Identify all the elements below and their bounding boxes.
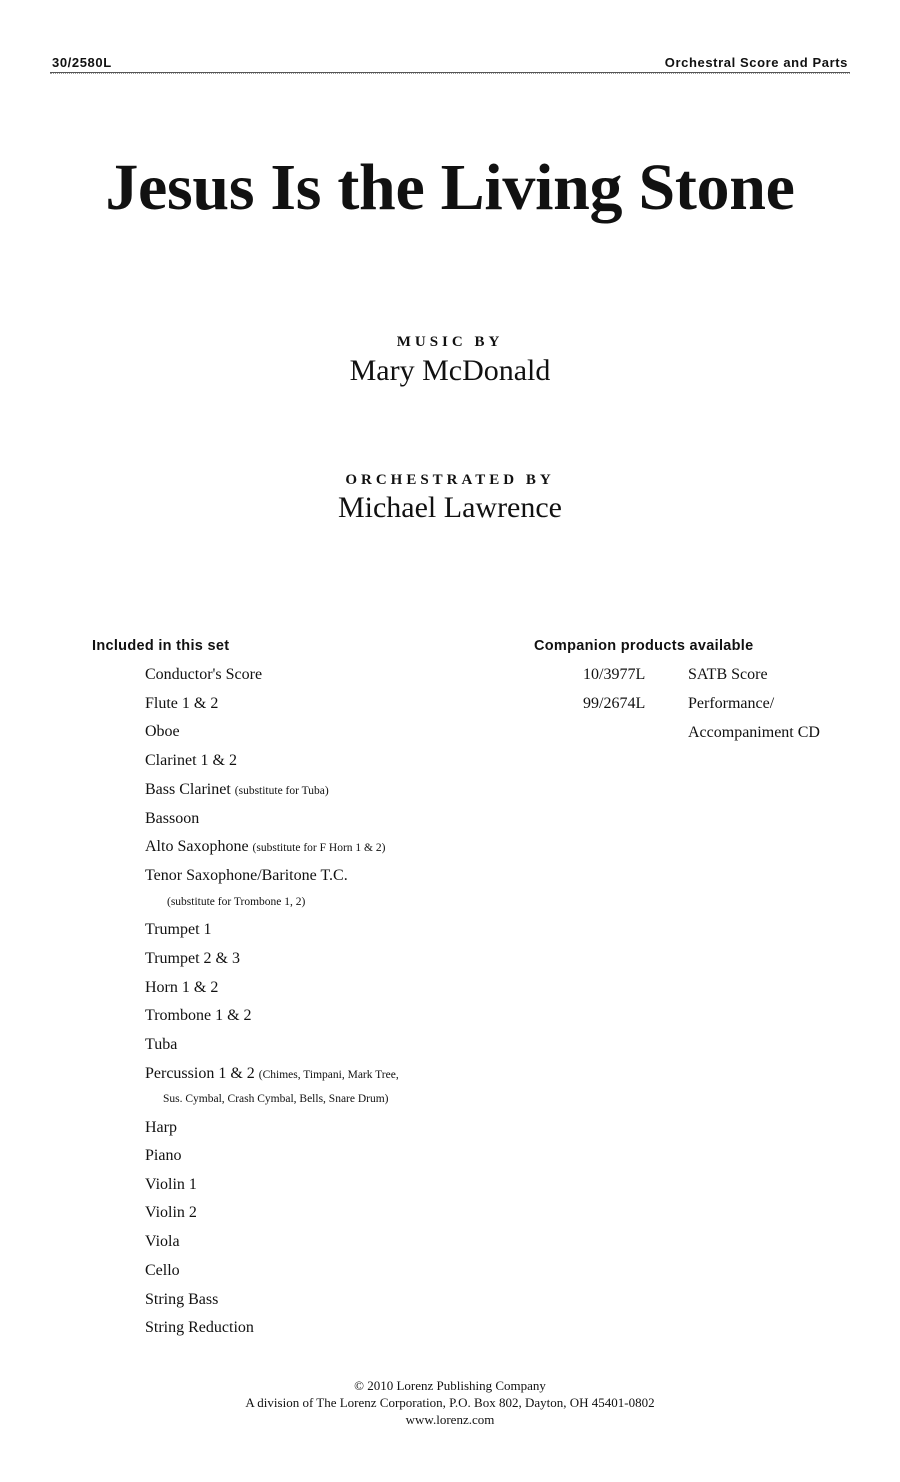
list-item: Tuba <box>145 1036 178 1053</box>
catalog-number: 30/2580L <box>52 55 112 70</box>
item-note: (substitute for Trombone 1, 2) <box>167 896 306 908</box>
product-type: Orchestral Score and Parts <box>664 55 848 70</box>
product-description: Performance/ <box>688 695 775 712</box>
list-item: Percussion 1 & 2 (Chimes, Timpani, Mark Tree, <box>145 1065 399 1082</box>
orchestrated-by-label: ORCHESTRATED BY <box>345 472 555 488</box>
list-item: Trumpet 1 <box>145 921 212 938</box>
product-code: 10/3977L <box>583 666 646 683</box>
list-item: Flute 1 & 2 <box>145 695 219 712</box>
list-item: Alto Saxophone (substitute for F Horn 1 & 2) <box>145 838 386 855</box>
list-item: Bassoon <box>145 810 200 827</box>
item-note: (substitute for Tuba) <box>234 785 329 797</box>
list-item: Violin 2 <box>145 1204 197 1221</box>
orchestrator-name: Michael Lawrence <box>337 491 563 524</box>
list-item: String Bass <box>145 1291 219 1308</box>
music-by-label: MUSIC BY <box>396 334 504 350</box>
list-item: Viola <box>145 1233 180 1250</box>
page-title: Jesus Is the Living Stone <box>105 151 795 224</box>
composer-name: Mary McDonald <box>349 354 551 387</box>
product-description: SATB Score <box>688 666 768 683</box>
list-item: Violin 1 <box>145 1176 197 1193</box>
list-item: String Reduction <box>145 1319 254 1336</box>
list-item: Clarinet 1 & 2 <box>145 752 237 769</box>
publisher-address: A division of The Lorenz Corporation, P.O. Box 802, Dayton, OH 45401-0802 <box>245 1395 655 1410</box>
copyright-line: © 2010 Lorenz Publishing Company <box>354 1378 546 1393</box>
item-note: (Chimes, Timpani, Mark Tree, <box>258 1069 399 1081</box>
product-code: 99/2674L <box>583 695 646 712</box>
list-item: Horn 1 & 2 <box>145 979 219 996</box>
included-heading: Included in this set <box>92 638 230 654</box>
list-item: Trumpet 2 & 3 <box>145 950 240 967</box>
companion-heading: Companion products available <box>534 638 754 654</box>
header-rule <box>50 72 850 74</box>
item-note: Sus. Cymbal, Crash Cymbal, Bells, Snare Drum) <box>163 1093 389 1105</box>
list-item: Bass Clarinet (substitute for Tuba) <box>145 781 329 798</box>
publisher-website: www.lorenz.com <box>405 1412 495 1427</box>
list-item: Oboe <box>145 723 180 740</box>
item-note: (substitute for F Horn 1 & 2) <box>252 842 386 854</box>
list-item: Cello <box>145 1262 180 1279</box>
list-item: Piano <box>145 1147 182 1164</box>
list-item: Harp <box>145 1119 177 1136</box>
list-item: Conductor's Score <box>145 666 263 683</box>
product-description-cont: Accompaniment CD <box>688 724 820 741</box>
list-item: Tenor Saxophone/Baritone T.C. <box>145 867 348 884</box>
list-item: Trombone 1 & 2 <box>145 1007 252 1024</box>
